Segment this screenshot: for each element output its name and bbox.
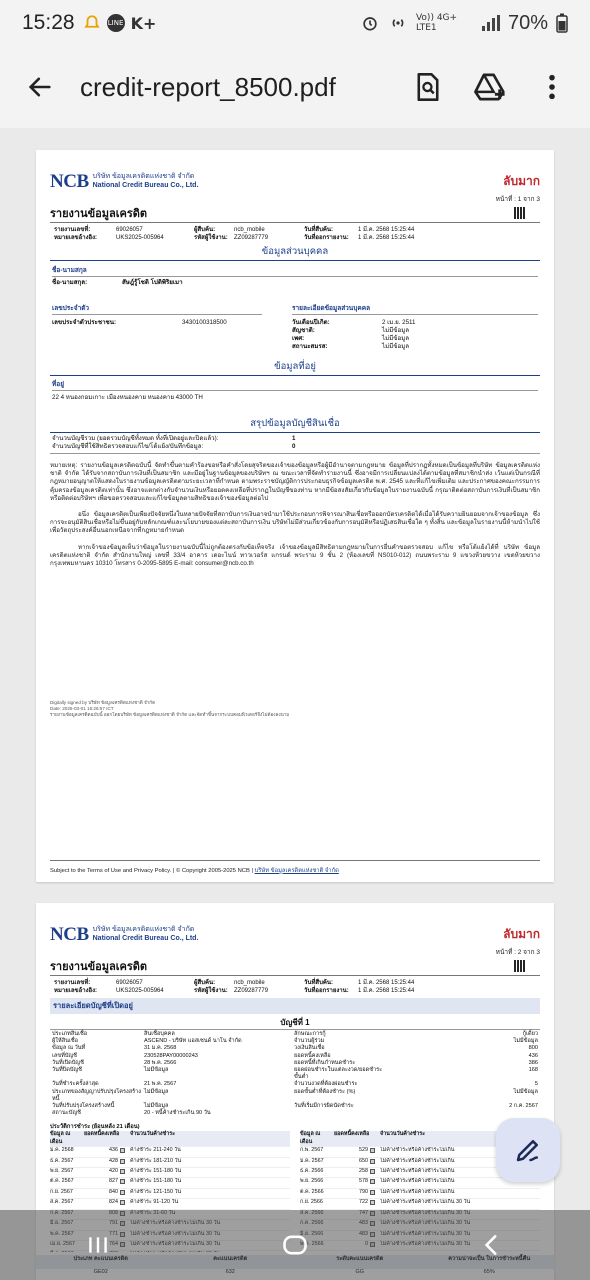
date-of-birth: 2 เม.ย. 2511 [382,319,416,326]
open-accounts-heading: รายละเอียดบัญชีที่เปิดอยู่ [50,998,540,1014]
total-accounts: 1 [292,435,296,442]
history-row: ส.ค. 2567 824 ค้างชำระ 91-120 วัน [50,1199,290,1209]
national-id: 3430100318500 [182,319,227,326]
history-header: ข้อมูล ณ เดือน ยอดหนี้คงเหลือ จำนวนวันค้างชำระ [50,1131,290,1147]
recent-apps-button[interactable] [63,1220,133,1270]
history-row: ม.ค. 2567 650 ไม่ค้างชำระหรือค้างชำระไม่เกิน [300,1158,540,1168]
account-field: ประเภทสินเชื่อ [52,1031,88,1037]
history-row: พ.ย. 2566 578 ไม่ค้างชำระหรือค้างชำระไม่เกิน [300,1178,540,1188]
chevron-left-icon [479,1232,505,1258]
page-footer: Subject to the Terms of Use and Privacy Policy. | © Copyright 2005-2025 NCB | บริษัท ข้อมูลเครดิตแห่งชาติ จำกัด [50,860,540,875]
digital-signature-line: Digitally signed by บริษัท ข้อมูลเครดิตแห่งชาติ จำกัด [50,700,156,706]
ncb-name-th: บริษัท ข้อมูลเครดิตแห่งชาติ จำกัด [92,173,195,180]
section-personal: ข้อมูลส่วนบุคคล [50,244,540,261]
account-field: จำนวนงวดที่ต้องผ่อนชำระ [294,1081,358,1088]
account-field: 436 [528,1052,538,1059]
account-field: ลักษณะการกู้ [294,1031,326,1037]
history-row: ต.ค. 2566 790 ไม่ค้างชำระหรือค้างชำระไม่เกิน [300,1189,540,1199]
ncb-footer-link[interactable]: บริษัท ข้อมูลเครดิตแห่งชาติ จำกัด [254,868,339,874]
history-row: พ.ย. 2567 420 ค้างชำระ 151-180 วัน [50,1168,290,1178]
account-field: จำนวนผู้ร่วม [294,1038,325,1045]
account-field: สถานะบัญชี [52,1110,81,1117]
battery-icon [556,13,568,33]
ncb-logo: NCB [50,171,89,192]
account-field: วันที่ปิดบัญชี [52,1067,82,1074]
status-checkbox-icon [120,1169,125,1174]
status-checkbox-icon [120,1179,125,1184]
more-vert-icon [547,73,557,101]
account-field: ประเภทของสัญญาปรับปรุงโครงสร้างหนี้ [52,1088,142,1102]
ncb-name-en: National Credit Bureau Co., Ltd. [92,182,199,189]
account-field: ไม่มีข้อมูล [144,1103,169,1110]
status-checkbox-icon [370,1148,375,1153]
account-field [386,1110,538,1117]
account-title: บัญชีที่ 1 [50,1016,540,1030]
account-field: ผู้ให้สินเชื่อ [52,1038,79,1045]
page-number: หน้าที่ : 2 จาก 3 [495,949,540,956]
status-bar [0,0,590,46]
account-field: วันที่ปรับปรุงโครงสร้างหนี้ [52,1103,115,1110]
account-field: 386 [528,1059,538,1066]
report-title: รายงานข้อมูลเครดิต [50,208,148,220]
account-field: วงเงินสินเชื่อ [294,1045,325,1052]
account-field: ASCEND - บริษัท แอสเซนด์ นาโน จำกัด [144,1038,242,1045]
line-app-icon: LINE [107,14,125,32]
history-row: ก.ย. 2567 840 ค้างชำระ 121-150 วัน [50,1189,290,1199]
hotspot-icon [388,13,408,33]
pdf-page-1[interactable]: NCB บริษัท ข้อมูลเครดิตแห่งชาติ จำกัด National Credit Bureau Co., Ltd. ลับมาก หน้าที่ : 1 จาก 3 รายงานข้อมูลเครดิต รายงานเลขที่: 69026057 ผู้สืบค้น: ncb_mobile วันที่สืบค้น: 1 มี.ค. 2568 15:25:44 หมายเลขอ้างอิง: UKS2025-005964 รหัสผู้ใช้งาน: ZZ09287779 วันที่ออกรายงาน: 1 มี.ค. 2568 15:25:44 ข้อมูลส่วนบุคคล ชื่อ-นามสกุล ชื่อ-นามสกุล: สัษฎ์รู้โชติ โปดิพิริยเมา เลขประจำตัว เลขประจำตัวประชาชน: 3430100318500 รายละเอียดข้อมูลส่วนบุคคล วันเดือนปีเกิด: 2 เม.ย. 2511 สัญชาติ: ไม่มีข้อมูล เพศ: ไม่มีข้อมูล สถานะสมรส: ไม่มีข้อมูล ข้อมูลที่อยู่ ที่อยู่ 22 4 หนองกอมเกาะ เมืองหนองคาย หนองคาย 43000 TH สรุปข้อมูลบัญชีสินเชื่อ จำนวนบัญชีรวม (ยอดรวมบัญชีทั้งหมด ทั้งที่เปิดอยู่และปิดแล้ว): 1 จำนวนบัญชีที่ใช้สิทธิตรวจสอบแก้ไข/โต้แย้ง/บันทึกข้อมูล: 0 หมายเหตุ: รายงานข้อมูลเครดิตฉบับนี้ จัดทำขึ้นตามคำร้องขอหรือคำสั่งโดยสุจริตของเจ้าของข้อมูลหรือผู้มีอำนาจตามกฎหมาย ข้อมูลที่ปรากฏทั้งหมดเป็นข้อมูลที่บริษัท ข้อมูลเครดิตแห่งชาติ จำกัด ได้รับจากสถาบันการเงินที่เป็นสมาชิก และมีอยู่ในฐานข้อมูลของบริษัทฯ ณ ขณะเวลาที่จัดทำรายงานนี้ ซึ่งอาจมีการเปลี่ยนแปลงได้ตามข้อมูลที่สมาชิกนำส่ง เว้นแต่เป็นกรณีที่กฎหมายอนุญาตให้แสดงในรายงานข้อมูลเครดิตตามระยะเวลาที่กำหนด ตามพระราชบัญญัติการประกอบธุรกิจข้อมูลเครดิต พ.ศ. 2545 และที่แก้ไขเพิ่มเติม และประกาศของคณะกรรมการคุ้มครองข้อมูลเครดิตเท่านั้น ซึ่งอาจแตกต่างกับจำนวนเงินหรือยอดคงเหลือที่ปรากฏในบัญชีของท่าน หากมีข้อสงสัยเกี่ยวกับข้อมูลในรายงานฉบับนี้ กรุณาติดต่อสถาบันการเงินที่เป็นสมาชิก หรือติดต่อบริษัทฯ เพื่อขอตรวจสอบและแก้ไขข้อมูลตามสิทธิของเจ้าของข้อมูลต่อไป อนึ่ง ข้อมูลเครดิตเป็นเพียงปัจจัยหนึ่งในหลายปัจจัยที่สถาบันการเงินอาจนำมาใช้ประกอบการพิจารณาสินเชื่อหรือออกบัตรเครดิตได้เมื่อได้รับความยินยอมจากเจ้าของข้อมูล ซึ่งการจะอนุมัติสินเชื่อหรือไม่ขึ้นอยู่กับหลักเกณฑ์และนโยบายของแต่ละสถาบันการเงิน บริษัทไม่มีส่วนเกี่ยวข้องกับการอนุมัติหรือปฏิเสธสินเชื่อใด ๆ ทั้งสิ้น และข้อมูลในรายงานนี้ห้ามนำไปใช้เพื่อวัตถุประสงค์อื่นนอกเหนือจากที่กฎหมายกำหนด หากเจ้าของข้อมูลเห็นว่าข้อมูลในรายงานฉบับนี้ไม่ถูกต้องตรงกับข้อเท็จจริง เจ้าของข้อมูลมีสิทธิตามกฎหมายในการยื่นคำขอตรวจสอบ แก้ไข หรือโต้แย้งได้ที่ บริษัท ข้อมูลเครดิตแห่งชาติ จำกัด สำนักงานใหญ่ เลขที่ 33/4 อาคาร เดอะไนน์ ทาวเวอร์ส แกรนด์ พระราม 9 ชั้น 2 (ห้องเลขที่ NS010-012) ถนนพระราม 9 แขวงห้วยขวาง เขตห้วยขวาง กรุงเทพมหานคร 10310 โทรสาร 0-2095-5895 E-mail: consumer@ncb.co.th Digitally signed by บริษัท ข้อมูลเครดิตแห่งชาติ จำกัด Date: 2025-03-01 15:26:57 ICT รายงานข้อมูลเครดิตฉบับนี้ ออกโดยบริษัท ข้อมูลเครดิตแห่งชาติ จำกัด และจัดทำขึ้นจากระบบคอมพิวเตอร์จึงไม่ต้องลงนาม Subject to the Terms of Use and Privacy Policy. | © Copyright 2005-2025 NCB | บริษัท ข้อมูลเครดิตแห่งชาติ จำกัด [36,150,554,882]
section-address: ข้อมูลที่อยู่ [50,359,540,376]
status-checkbox-icon [370,1200,375,1205]
app-bar [0,46,590,128]
back-button[interactable] [0,46,80,128]
ncb-logo: NCB [50,924,89,945]
battery-percent: 70% [507,11,548,34]
account-field: ไม่มีข้อมูล [513,1038,538,1045]
payment-history-title: ประวัติการชำระ (ย้อนหลัง 21 เดือน) [50,1124,140,1131]
status-checkbox-icon [120,1190,125,1195]
signal-icon [482,15,500,31]
account-field: 168 [528,1067,538,1074]
history-row: ธ.ค. 2566 258 ไม่ค้างชำระหรือค้างชำระไม่เกิน [300,1168,540,1178]
account-field: ยอดขั้นต่ำที่ต้องชำระ (%) [294,1088,356,1095]
account-field: 21 พ.ค. 2567 [144,1081,177,1088]
account-field: กู้เดี่ยว [522,1031,538,1037]
file-title: credit-report_8500.pdf [80,71,336,102]
history-row: ต.ค. 2567 827 ค้างชำระ 151-180 วัน [50,1178,290,1188]
network-type-label: Vo)) 4G+ LTE1 [415,13,458,33]
report-meta: รายงานเลขที่: 69026057 ผู้สืบค้น: ncb_mobile วันที่สืบค้น: 1 มี.ค. 2568 15:25:44 หมายเลขอ้างอิง: UKS2025-005964 รหัสผู้ใช้งาน: ZZ09287779 วันที่ออกรายงาน: 1 มี.ค. 2568 15:25:44 [50,222,540,242]
account-field: วันที่เปิดบัญชี [52,1059,84,1066]
account-field: 5 [534,1081,538,1088]
history-row: ก.ย. 2566 722 ไม่ค้างชำระหรือค้างชำระไม่เกิน 30 วัน [300,1199,540,1209]
account-field: วันที่เริ่มมีการผิดนัดชำระ [294,1103,354,1110]
history-row: ก.พ. 2567 529 ไม่ค้างชำระหรือค้างชำระไม่เกิน [300,1147,540,1157]
system-back-button[interactable] [457,1220,527,1270]
full-name: สัษฎ์รู้โชติ โปดิพิริยเมา [122,279,183,286]
account-details [50,1030,540,1118]
account-field: ไม่มีข้อมูล [513,1088,538,1095]
status-checkbox-icon [370,1190,375,1195]
notification-bell-icon [83,14,101,32]
home-button[interactable] [260,1220,330,1270]
status-checkbox-icon [120,1148,125,1153]
qr-code-icon [514,207,526,219]
status-checkbox-icon [370,1159,375,1164]
add-to-drive-button[interactable] [470,67,510,107]
pdf-page-2[interactable]: NCB บริษัท ข้อมูลเครดิตแห่งชาติ จำกัด National Credit Bureau Co., Ltd. ลับมาก หน้าที่ : 2 จาก 3 รายงานข้อมูลเครดิต รายงานเลขที่: 69026057 ผู้สืบค้น: ncb_mobile วันที่สืบค้น: 1 มี.ค. 2568 15:25:44 หมายเลขอ้างอิง: UKS2025-005964 รหัสผู้ใช้งาน: ZZ09287779 วันที่ออกรายงาน: 1 มี.ค. 2568 15:25:44 รายละเอียดบัญชีที่เปิดอยู่ บัญชีที่ 1 ประเภทสินเชื่อ สินเชื่อบุคคล ลักษณะการกู้ กู้เดี่ยว ผู้ให้สินเชื่อ ASCEND - บริษัท แอสเซนด์ นาโน จำกัด จำนวนผู้ร่วม ไม่มีข้อมูล ข้อมูล ณ วันที่ 31 ม.ค. 2568 วงเงินสินเชื่อ 800 เลขที่บัญชี 230528PAY00000243 ยอดหนี้คงเหลือ 436 วันที่เปิดบัญชี 28 พ.ค. 2566 ยอดหนี้ที่เกินกำหนดชำระ 386 วันที่ปิดบัญชี ไม่มีข้อมูล ยอดผ่อนชำระในแต่ละงวด/ยอดชำระขั้นต่ำ 168 วันที่ชำระครั้งล่าสุด 21 พ.ค. 2567 จำนวนงวดที่ต้องผ่อนชำระ 5 ประเภทของสัญญาปรับปรุงโครงสร้างหนี้ ไม่มีข้อมูล ยอดขั้นต่ำที่ต้องชำระ (%) ไม่มีข้อมูล วันที่ปรับปรุงโครงสร้างหนี้ ไม่มีข้อมูล วันที่เริ่มมีการผิดนัดชำระ 2 ก.ค. 2567 สถานะบัญชี 20 - หนี้ค้างชำระเกิน 90 วัน ประวัติการชำระ (ย้อนหลัง 21 เดือน) ข้อมูล ณ เดือน ยอดหนี้คงเหลือ จำนวนวันค้างชำระ ม.ค. 2568 436 ค้างชำระ 211-240 วัน ธ.ค. 2567 428 ค้างชำระ 181-210 วัน พ.ย. 2567 420 ค้างชำระ 151-180 วัน ต.ค. 2567 827 ค้างชำระ 151-180 วัน ก.ย. 2567 840 ค้างชำระ 121-150 วัน ส.ค. 2567 824 ค้างชำระ 91-120 วัน ข้อมูล ณ เดือน ยอดหนี้คงเหลือ จำนวนวันค้างชำระ ก.พ. 2567 529 ไม่ค้างชำระหรือค้างชำระไม่เกิน ม.ค. 2567 650 ไม่ค้างชำระหรือค้างชำระไม่เกิน ธ.ค. 2566 258 ไม่ค้างชำระหรือค้างชำระไม่เกิน พ.ย. 2566 578 ไม่ค้างชำระหรือค้างชำระไม่เกิน ต.ค. 2566 790 ไม่ค้างชำระหรือค้างชำระไม่เกิน ก.ย. 2566 722 ไม่ค้างชำระหรือค้างชำระไม่เกิน 30 วัน [36,903,554,1280]
qr-code-icon [514,960,526,972]
status-checkbox-icon [120,1200,125,1205]
history-row: ม.ค. 2568 436 ค้างชำระ 211-240 วัน [50,1147,290,1157]
kplus-icon: K+ [130,13,157,33]
disclaimer-paragraph: หมายเหตุ: รายงานข้อมูลเครดิตฉบับนี้ จัดทำขึ้นตามคำร้องขอหรือคำสั่งโดยสุจริตของเจ้าของข้อมูลหรือผู้มีอำนาจตามกฎหมาย ข้อมูลที่ปรากฏทั้งหมดเป็นข้อมูลที่บริษัท ข้อมูลเครดิตแห่งชาติ จำกัด ได้รับจากสถาบันการเงินที่เป็นสมาชิก และมีอยู่ในฐานข้อมูลของบริษัทฯ ณ ขณะเวลาที่จัดทำรายงานนี้ ซึ่งอาจมีการเปลี่ยนแปลงได้ตามข้อมูลที่สมาชิกนำส่ง เว้นแต่เป็นกรณีที่กฎหมายอนุญาตให้แสดงในรายงานข้อมูลเครดิตตามระยะเวลาที่กำหนด ตามพระราชบัญญัติการประกอบธุรกิจข้อมูลเครดิต พ.ศ. 2545 และที่แก้ไขเพิ่มเติม และประกาศของคณะกรรมการคุ้มครองข้อมูลเครดิตเท่านั้น ซึ่งอาจแตกต่างกับจำนวนเงินหรือยอดคงเหลือที่ปรากฏในบัญชีของท่าน หากมีข้อสงสัยเกี่ยวกับข้อมูลในรายงานฉบับนี้ กรุณาติดต่อสถาบันการเงินที่เป็นสมาชิก หรือติดต่อบริษัทฯ เพื่อขอตรวจสอบและแก้ไขข้อมูลตามสิทธิของเจ้าของข้อมูลต่อไป [50,462,540,502]
page-number: หน้าที่ : 1 จาก 3 [495,196,540,203]
account-field: เลขที่บัญชี [52,1052,77,1059]
name-heading: ชื่อ-นามสกุล [52,265,538,277]
annotate-fab[interactable] [496,1118,560,1182]
edit-pen-icon [513,1135,543,1165]
account-field [294,1110,386,1117]
account-field: วันที่ชำระครั้งล่าสุด [52,1081,99,1088]
account-field: 230528PAY00000243 [144,1052,198,1059]
account-field: 20 - หนี้ค้างชำระเกิน 90 วัน [144,1110,211,1117]
account-field: ข้อมูล ณ วันที่ [52,1045,86,1052]
search-document-button[interactable] [408,67,448,107]
confidential-label: ลับมาก [503,174,540,188]
account-field: ยอดหนี้คงเหลือ [294,1052,331,1059]
contact-paragraph: หากเจ้าของข้อมูลเห็นว่าข้อมูลในรายงานฉบับนี้ไม่ถูกต้องตรงกับข้อเท็จจริง เจ้าของข้อมูลมีสิทธิตามกฎหมายในการยื่นคำขอตรวจสอบ แก้ไข หรือโต้แย้งได้ที่ บริษัท ข้อมูลเครดิตแห่งชาติ จำกัด สำนักงานใหญ่ เลขที่ 33/4 อาคาร เดอะไนน์ ทาวเวอร์ส แกรนด์ พระราม 9 ชั้น 2 (ห้องเลขที่ NS010-012) ถนนพระราม 9 แขวงห้วยขวาง เขตห้วยขวาง กรุงเทพมหานคร 10310 โทรสาร 0-2095-5895 E-mail: consumer@ncb.co.th [50,543,540,568]
drive-add-icon [473,72,507,102]
account-field: ยอดหนี้ที่เกินกำหนดชำระ [294,1059,356,1066]
account-field: 28 พ.ค. 2566 [144,1059,177,1066]
search-document-icon [414,72,442,102]
alarm-icon [360,13,380,33]
account-field: ไม่มีข้อมูล [144,1067,169,1074]
clock: 15:28 [22,11,75,34]
account-field: สินเชื่อบุคคล [144,1031,175,1037]
notice-paragraph: อนึ่ง ข้อมูลเครดิตเป็นเพียงปัจจัยหนึ่งในหลายปัจจัยที่สถาบันการเงินอาจนำมาใช้ประกอบการพิจารณาสินเชื่อหรือออกบัตรเครดิตได้เมื่อได้รับความยินยอมจากเจ้าของข้อมูล ซึ่งการจะอนุมัติสินเชื่อหรือไม่ขึ้นอยู่กับหลักเกณฑ์และนโยบายของแต่ละสถาบันการเงิน บริษัทไม่มีส่วนเกี่ยวข้องกับการอนุมัติหรือปฏิเสธสินเชื่อใด ๆ ทั้งสิ้น และข้อมูลในรายงานนี้ห้ามนำไปใช้เพื่อวัตถุประสงค์อื่นนอกเหนือจากที่กฎหมายกำหนด [50,511,540,535]
address-value: 22 4 หนองกอมเกาะ เมืองหนองคาย หนองคาย 43000 TH [52,394,203,401]
more-options-button[interactable] [532,67,572,107]
account-field: 800 [528,1045,538,1052]
status-checkbox-icon [370,1169,375,1174]
system-nav-bar [0,1210,590,1280]
section-credit-summary: สรุปข้อมูลบัญชีสินเชื่อ [50,416,540,433]
account-field: 2 ก.ค. 2567 [509,1103,538,1110]
recent-apps-icon [85,1232,111,1258]
account-field: ไม่มีข้อมูล [144,1088,169,1095]
status-checkbox-icon [120,1159,125,1164]
history-row: ธ.ค. 2567 428 ค้างชำระ 181-210 วัน [50,1158,290,1168]
history-header: ข้อมูล ณ เดือน ยอดหนี้คงเหลือ จำนวนวันค้างชำระ [300,1131,540,1147]
account-field: 31 ม.ค. 2568 [144,1045,177,1052]
account-field: ยอดผ่อนชำระในแต่ละงวด/ยอดชำระขั้นต่ำ [294,1067,383,1081]
status-checkbox-icon [370,1179,375,1184]
home-icon [281,1231,309,1259]
back-arrow-icon [26,73,54,101]
